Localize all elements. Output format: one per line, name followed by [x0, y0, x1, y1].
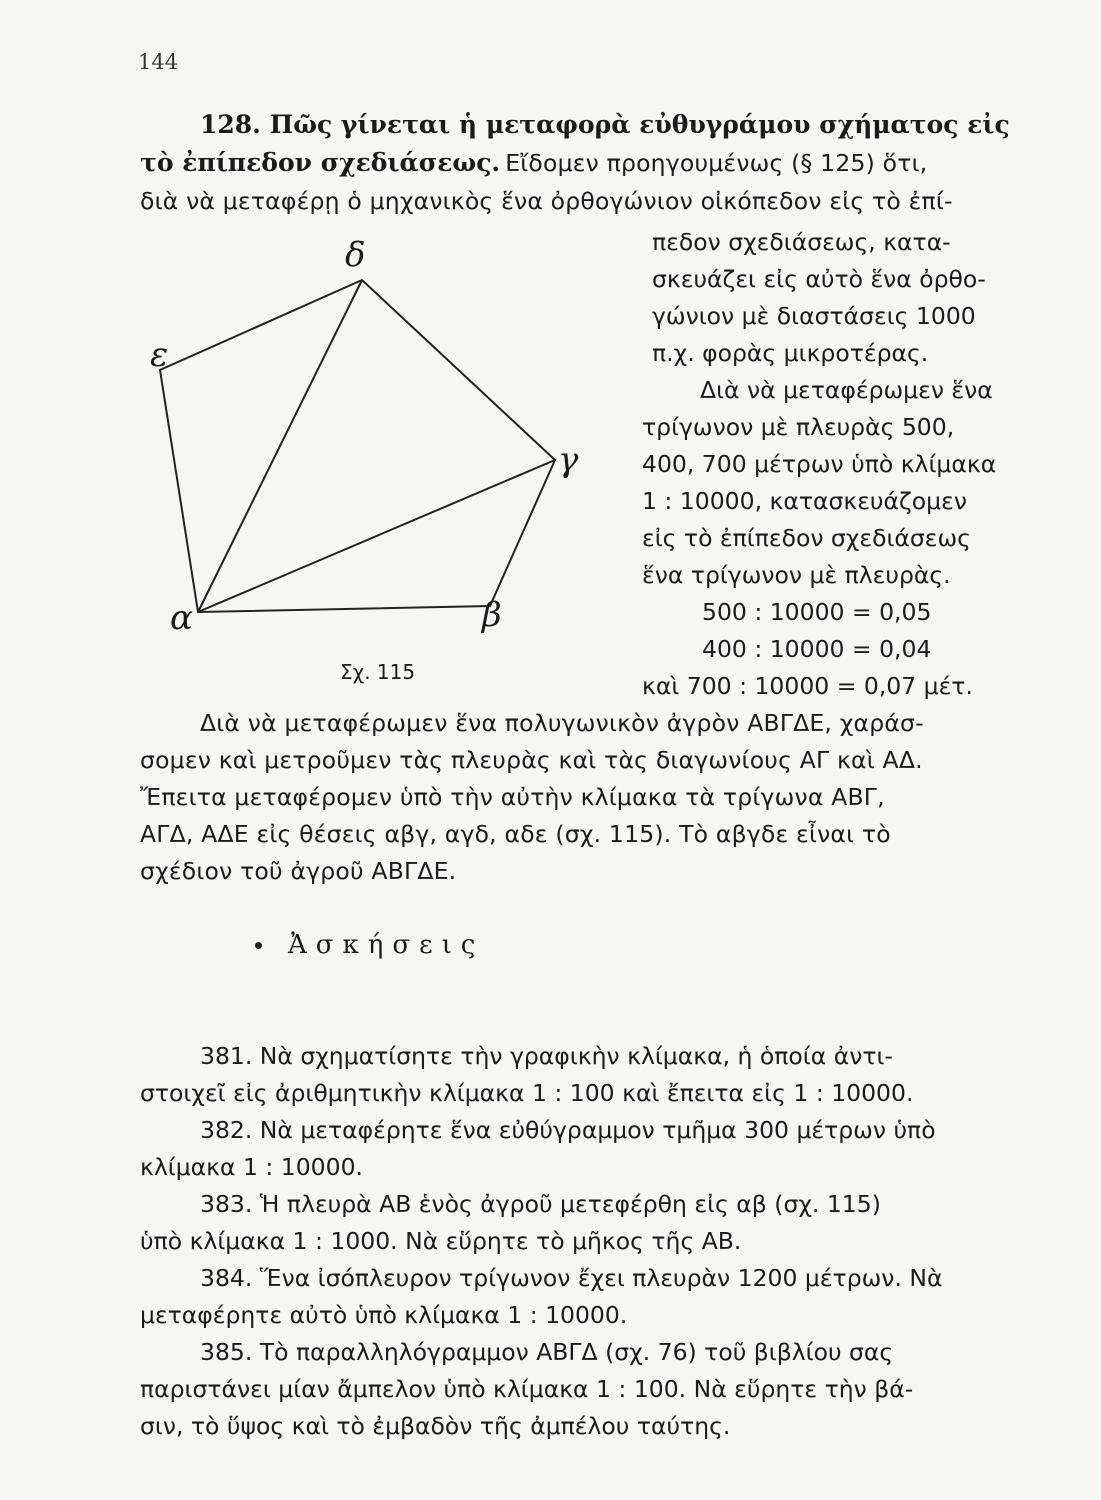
exercise-line: μεταφέρητε αὐτὸ ὑπὸ κλίμακα 1 : 10000. [140, 1301, 628, 1329]
vertex-label-e: ε [150, 335, 169, 375]
body-text-line: Εἴδομεν προηγουμένως (§ 125) ὅτι, [505, 149, 928, 177]
exercise-line: 385. Τὸ παραλληλόγραμμον ΑΒΓΔ (σχ. 76) τοῦ βιβλίου σας [200, 1338, 894, 1366]
vertex-label-b: β [482, 595, 502, 635]
body-text-line: Ἔπειτα μεταφέρομεν ὑπὸ τὴν αὐτὴν κλίμακα τὰ τρίγωνα ΑΒΓ, [140, 783, 885, 811]
exercise-line: κλίμακα 1 : 10000. [140, 1153, 363, 1181]
exercise-line: 382. Νὰ μεταφέρητε ἕνα εὐθύγραμμον τμῆμα 300 μέτρων ὑπὸ [200, 1116, 936, 1144]
body-text-line: Διὰ νὰ μεταφέρωμεν ἕνα [700, 376, 993, 404]
exercises-title: Ἀσκήσεις [288, 930, 485, 960]
body-text-line: σομεν καὶ μετροῦμεν τὰς πλευρὰς καὶ τὰς διαγωνίους ΑΓ καὶ ΑΔ. [140, 746, 923, 774]
diagonal-alpha-gamma [198, 460, 555, 612]
calculation-line: 500 : 10000 = 0,05 [702, 598, 932, 626]
body-text-line: ἕνα τρίγωνον μὲ πλευρὰς. [642, 561, 951, 589]
exercise-line: σιν, τὸ ὕψος καὶ τὸ ἐμβαδὸν τῆς ἀμπέλου ταύτης. [140, 1412, 731, 1440]
body-text-line: τρίγωνον μὲ πλευρὰς 500, [642, 413, 955, 441]
exercise-line: 381. Νὰ σχηματίσητε τὴν γραφικὴν κλίμακα, ἡ ὁποία ἀντι- [200, 1042, 893, 1070]
body-text-line: Διὰ νὰ μεταφέρωμεν ἕνα πολυγωνικὸν ἀγρὸν ΑΒΓΔΕ, χαράσ- [200, 709, 924, 737]
exercise-line: στοιχεῖ εἰς ἀριθμητικὴν κλίμακα 1 : 100 καὶ ἔπειτα εἰς 1 : 10000. [140, 1079, 914, 1107]
exercise-line: ὑπὸ κλίμακα 1 : 1000. Νὰ εὕρητε τὸ μῆκος τῆς ΑΒ. [140, 1227, 742, 1255]
body-text-line: π.χ. φορὰς μικροτέρας. [652, 339, 929, 367]
section-heading: 128. Πῶς γίνεται ἡ μεταφορὰ εὐθυγράμου σχήματος εἰς [200, 110, 1010, 139]
body-text-line: πεδον σχεδιάσεως, κατα- [652, 228, 951, 256]
body-text-line: σκευάζει εἰς αὐτὸ ἕνα ὀρθο- [652, 265, 986, 293]
body-text-line: διὰ νὰ μεταφέρῃ ὁ μηχανικὸς ἕνα ὀρθογώνιον οἰκόπεδον εἰς τὸ ἐπί- [140, 187, 953, 215]
vertex-label-d: δ [345, 235, 366, 275]
bullet-dot [255, 942, 262, 949]
body-text-line: εἰς τὸ ἐπίπεδον σχεδιάσεως [642, 524, 971, 552]
figure-caption: Σχ. 115 [340, 660, 416, 684]
body-text-line: γώνιον μὲ διαστάσεις 1000 [652, 302, 976, 330]
exercise-line: παριστάνει μίαν ἄμπελον ὑπὸ κλίμακα 1 : 100. Νὰ εὕρητε τὴν βά- [140, 1375, 914, 1403]
body-text-line: 1 : 10000, κατασκευάζομεν [642, 487, 967, 515]
body-text-line: σχέδιον τοῦ ἀγροῦ ΑΒΓΔΕ. [140, 857, 457, 885]
vertex-label-g: γ [558, 440, 579, 480]
exercise-line: 384. Ἕνα ἰσόπλευρον τρίγωνον ἔχει πλευρὰν 1200 μέτρων. Νὰ [200, 1264, 943, 1292]
polygon-outline [160, 280, 555, 612]
calculation-line: 400 : 10000 = 0,04 [702, 635, 932, 663]
vertex-label-a: α [170, 598, 193, 638]
exercise-line: 383. Ἡ πλευρὰ ΑΒ ἑνὸς ἀγροῦ μετεφέρθη εἰς αβ (σχ. 115) [200, 1190, 881, 1218]
diagonal-alpha-delta [198, 280, 362, 612]
body-text-line: 400, 700 μέτρων ὑπὸ κλίμακα [642, 450, 997, 478]
page-number: 144 [138, 50, 179, 74]
calculation-line: καὶ 700 : 10000 = 0,07 μέτ. [642, 672, 973, 700]
body-text-line: ΑΓΔ, ΑΔΕ εἰς θέσεις αβγ, αγδ, αδε (σχ. 115). Τὸ αβγδε εἶναι τὸ [140, 820, 891, 848]
section-heading-continued: τὸ ἐπίπεδον σχεδιάσεως. [140, 148, 501, 177]
